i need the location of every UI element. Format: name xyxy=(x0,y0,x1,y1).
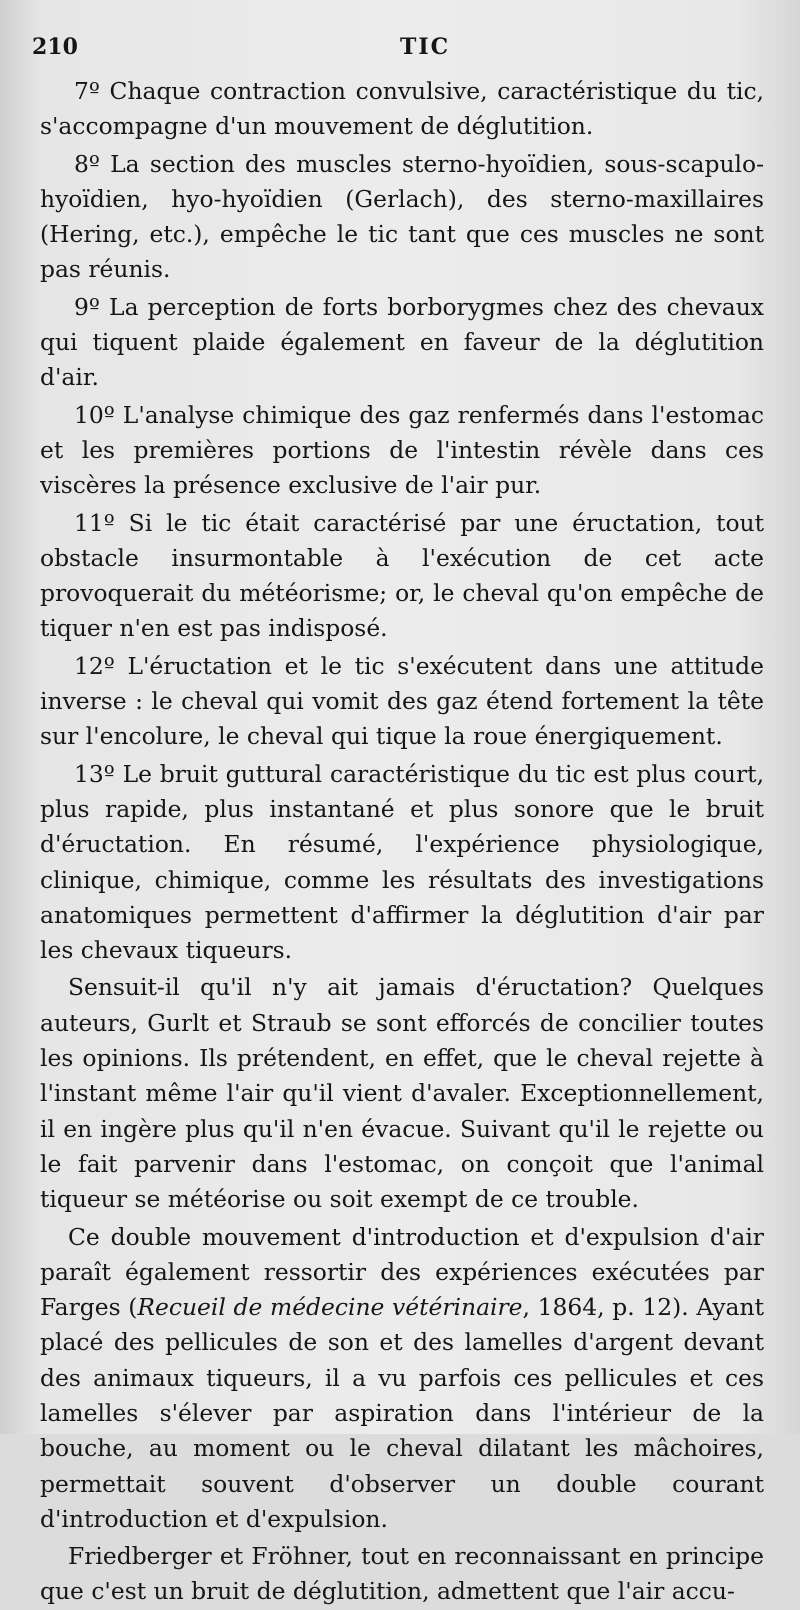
paragraph-text-before: Ce double mouvement d'introduction et d'expulsion d'air paraît également ressortir des expériences exécutées par Farges ( xyxy=(40,1222,764,1322)
paragraph-friedberger: Friedberger et Fröhner, tout en reconnaissant en principe que c'est un bruit de déglutition, admettent que l'air accu- xyxy=(40,1542,764,1606)
paragraph-point-13: 13º Le bruit guttural caractéristique du tic est plus court, plus rapide, plus instantané et plus sonore que le bruit d'éructation. En résumé, l'expérience physiologique, clinique, chimique, comme les résultats des investigations anatomiques permettent d'affirmer la déglutition d'air par les chevaux tiqueurs. xyxy=(40,759,764,965)
paragraph-point-11: 11º Si le tic était caractérisé par une éructation, tout obstacle insurmontable à l'exécution de cet acte provoquerait du météorisme; or, le cheval qu'on empêche de tiquer n'en est pas indisposé. xyxy=(40,508,764,643)
journal-title: Recueil de médecine vétérinaire xyxy=(137,1293,523,1322)
paragraph-farges-experiments xyxy=(40,1220,764,1538)
running-title: TIC xyxy=(400,34,451,60)
page-number: 210 xyxy=(32,34,78,60)
body-text xyxy=(40,74,764,1610)
paragraph-point-12: 12º L'éructation et le tic s'exécutent dans une attitude inverse : le cheval qui vomit des gaz étend fortement la tête sur l'encolure, le cheval qui tique la roue énergiquement. xyxy=(40,651,764,751)
paragraph-point-10: 10º L'analyse chimique des gaz renfermés dans l'estomac et les premières portions de l'intestin révèle dans ces viscères la présence exclusive de l'air pur. xyxy=(40,400,764,500)
paragraph-point-9: 9º La perception de forts borborygmes chez des chevaux qui tiquent plaide également en faveur de la déglutition d'air. xyxy=(40,292,764,392)
paragraph-point-8: 8º La section des muscles sterno-hyoïdien, sous-scapulo-hyoïdien, hyo-hyoïdien (Gerlach), des sterno-maxillaires (Hering, etc.), empêche le tic tant que ces muscles ne sont pas réunis. xyxy=(40,149,764,284)
paragraph-text-after: , 1864, p. 12). Ayant placé des pellicules de son et des lamelles d'argent devant des animaux tiqueurs, il a vu parfois ces pellicules et ces lamelles s'élever par aspiration dans l'intérieur de la bouche, au moment ou le cheval dilatant les mâchoires, permettait souvent d'observer un double courant d'introduction et d'expulsion. xyxy=(40,1293,764,1533)
paragraph-eructation-question: Sensuit-il qu'il n'y ait jamais d'éructation? Quelques auteurs, Gurlt et Straub se sont efforcés de concilier toutes les opinions. Ils prétendent, en effet, que le cheval rejette à l'instant même l'air qu'il vient d'avaler. Exceptionnellement, il en ingère plus qu'il n'en évacue. Suivant qu'il le rejette ou le fait parvenir dans l'estomac, on conçoit que l'animal tiqueur se météorise ou soit exempt de ce trouble. xyxy=(40,973,764,1214)
paragraph-point-7: 7º Chaque contraction convulsive, caractéristique du tic, s'accompagne d'un mouvement de déglutition. xyxy=(40,77,764,141)
page-header xyxy=(32,30,764,74)
